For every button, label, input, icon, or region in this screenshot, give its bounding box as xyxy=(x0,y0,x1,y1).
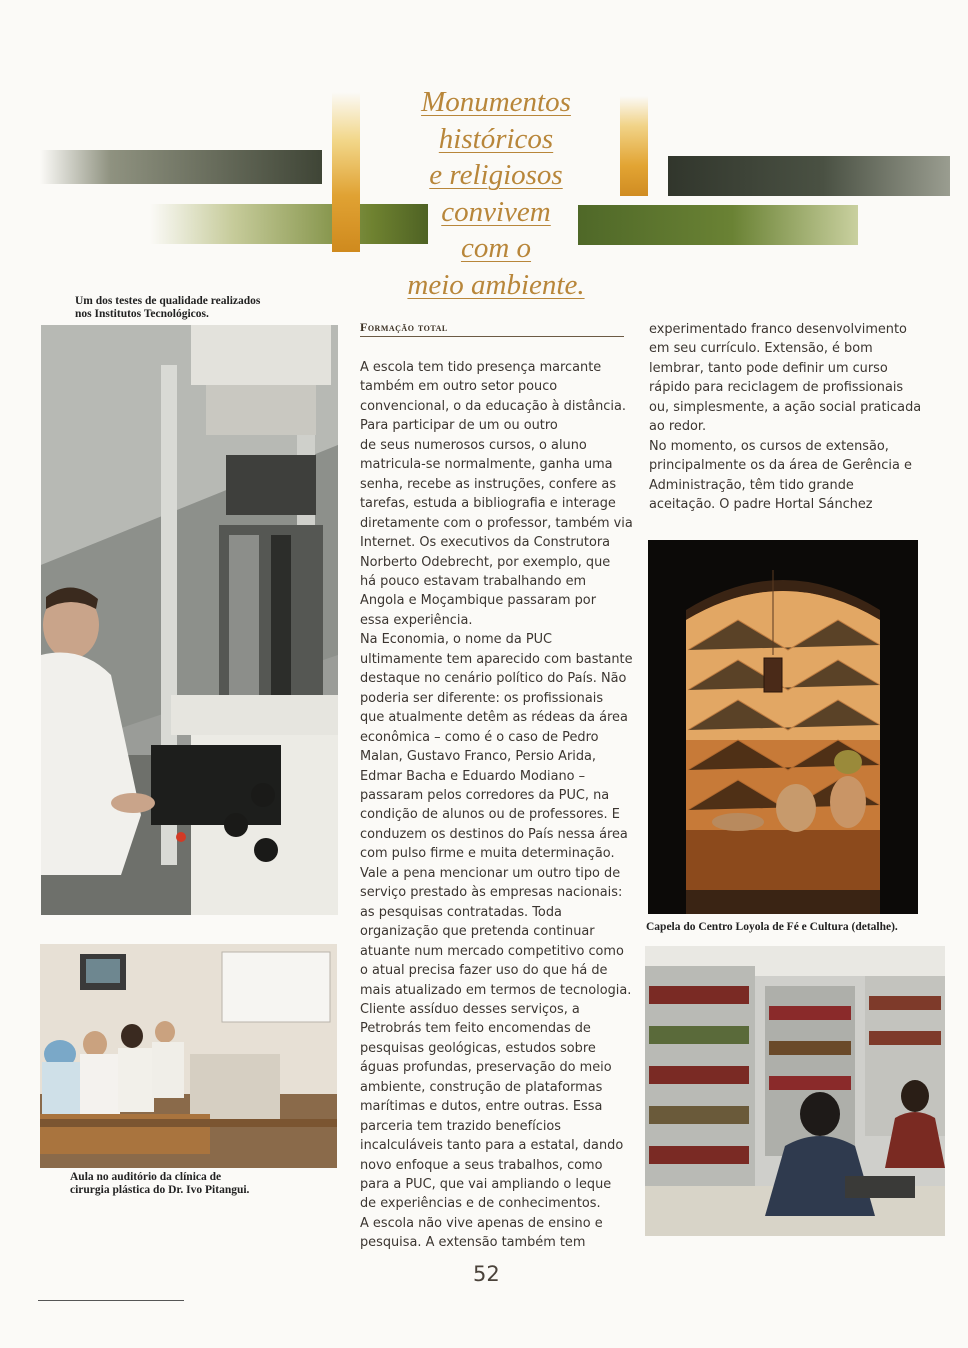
text-line: incalculáveis tanto para a estatal, dando xyxy=(360,1138,624,1154)
text-line: Angola e Moçambique passaram por xyxy=(360,593,596,609)
text-line: rápido para reciclagem de profissionais xyxy=(649,380,904,396)
text-line: A escola tem tido presença marcante xyxy=(360,360,602,375)
footer-rule xyxy=(38,1300,184,1301)
text-line: Cliente assíduo desses serviços, a xyxy=(360,1001,580,1017)
text-line: águas profundas, preservação do meio xyxy=(360,1060,612,1076)
text-line: de experiências e de conhecimentos. xyxy=(360,1196,601,1212)
title-line: meio ambiente. xyxy=(407,268,585,301)
text-line: que atualmente detêm as rédeas da área xyxy=(360,710,628,726)
text-line: passaram pelos corredores da PUC, na xyxy=(360,787,610,803)
text-line: A escola não vive apenas de ensino e xyxy=(360,1215,603,1231)
text-line: novo enfoque a seus trabalhos, como xyxy=(360,1157,603,1173)
text-line: mais atualizado em termos de tecnologia. xyxy=(360,982,632,998)
title-line: e religiosos xyxy=(429,159,563,191)
text-line: ultimamente tem aparecido com bastante xyxy=(360,651,633,667)
photo-quality-test-machine xyxy=(41,325,338,915)
text-line: marítimas e dutos, entre outras. Essa xyxy=(360,1099,603,1115)
text-line: tarefas, estuda a bibliografia e interage xyxy=(360,496,616,512)
text-line: ambiente, construção de plataformas xyxy=(360,1079,603,1095)
caption-line: Um dos testes de qualidade realizados xyxy=(75,295,261,307)
text-line: também em outro setor pouco xyxy=(360,379,558,395)
text-line: experimentado franco desenvolvimento xyxy=(649,322,907,337)
decorative-bar-gray-left xyxy=(40,150,322,184)
caption-chapel-photo: Capela do Centro Loyola de Fé e Cultura (detalhe). xyxy=(646,921,898,933)
text-line: Administração, têm tido grande xyxy=(649,477,854,493)
section-heading: Formação total xyxy=(360,320,448,334)
text-line: em seu currículo. Extensão, é bom xyxy=(649,341,873,357)
text-line: atuante num mercado competitivo como xyxy=(360,943,624,959)
text-line: lembrar, tanto pode definir um curso xyxy=(649,360,888,376)
text-line: pesquisas geológicas, estudos sobre xyxy=(360,1040,596,1056)
text-line: Para participar de um ou outro xyxy=(360,418,558,434)
decorative-bar-green-right xyxy=(578,205,858,245)
text-line: pesquisa. A extensão também tem xyxy=(360,1235,586,1251)
text-line: parceria tem trazido benefícios xyxy=(360,1118,562,1134)
photo-chapel xyxy=(648,540,918,914)
text-line: Na Economia, o nome da PUC xyxy=(360,632,553,648)
text-line: poderia ser diferente: os profissionais xyxy=(360,690,604,706)
column-middle-text xyxy=(360,358,633,1253)
caption-line: Aula no auditório da clínica de xyxy=(70,1171,222,1183)
text-line: Vale a pena mencionar um outro tipo de xyxy=(360,865,621,881)
text-line: serviço prestado às empresas nacionais: xyxy=(360,885,623,901)
text-line: condição de alunos ou de professores. E xyxy=(360,807,620,823)
decorative-bar-gray-right xyxy=(668,156,950,196)
text-line: para a PUC, que vai ampliando o leque xyxy=(360,1177,612,1193)
caption-line: cirurgia plástica do Dr. Ivo Pitangui. xyxy=(70,1184,250,1196)
text-line: destaque no cenário político do País. Não xyxy=(360,671,627,687)
column-right-text xyxy=(649,320,921,515)
text-line: organização que pretenda continuar xyxy=(360,924,595,940)
text-line: as pesquisas contratadas. Toda xyxy=(360,904,562,920)
text-line: conduzem os destinos do País nessa área xyxy=(360,826,628,842)
text-line: econômica – como é o caso de Pedro xyxy=(360,729,599,745)
text-line: Petrobrás tem feito encomendas de xyxy=(360,1021,591,1037)
text-line: ou, simplesmente, a ação social praticada xyxy=(649,399,922,415)
text-line: convencional, o da educação à distância. xyxy=(360,398,626,414)
decorative-bar-gold-left xyxy=(332,92,360,252)
page-number: 52 xyxy=(473,1262,500,1286)
text-line: Internet. Os executivos da Construtora xyxy=(360,535,611,551)
title-line: convivem xyxy=(441,195,551,228)
text-line: diretamente com o professor, também via xyxy=(360,515,633,531)
text-line: essa experiência. xyxy=(360,612,473,628)
title-line: históricos xyxy=(438,122,554,155)
text-line: Edmar Bacha e Eduardo Modiano – xyxy=(360,768,586,784)
page-title xyxy=(380,84,612,303)
section-heading-rule xyxy=(360,336,624,337)
decorative-bar-gold-right xyxy=(620,96,648,196)
text-line: Malan, Gustavo Franco, Persio Arida, xyxy=(360,749,597,765)
text-line: ao redor. xyxy=(649,419,707,435)
text-line: o atual precisa fazer uso do que há de xyxy=(360,963,608,979)
title-line: Monumentos xyxy=(421,86,571,118)
caption-line: nos Institutos Tecnológicos. xyxy=(75,308,209,320)
text-line: No momento, os cursos de extensão, xyxy=(649,438,889,454)
text-line: aceitação. O padre Hortal Sánchez xyxy=(649,497,873,513)
caption-auditorium-photo xyxy=(70,1171,249,1197)
text-line: principalmente os da área de Gerência e xyxy=(649,458,912,474)
text-line: de seus numerosos cursos, o aluno xyxy=(360,437,587,453)
text-line: há pouco estavam trabalhando em xyxy=(360,573,587,589)
title-line: com o xyxy=(460,232,532,264)
caption-machine-photo xyxy=(75,295,260,321)
text-line: Norberto Odebrecht, por exemplo, que xyxy=(360,554,611,570)
text-line: senha, recebe as instruções, confere as xyxy=(360,476,617,492)
text-line: matricula-se normalmente, ganha uma xyxy=(360,457,613,473)
text-line: com pulso firme e muita determinação. xyxy=(360,846,615,862)
photo-library xyxy=(645,946,945,1236)
photo-auditorium xyxy=(40,944,337,1168)
